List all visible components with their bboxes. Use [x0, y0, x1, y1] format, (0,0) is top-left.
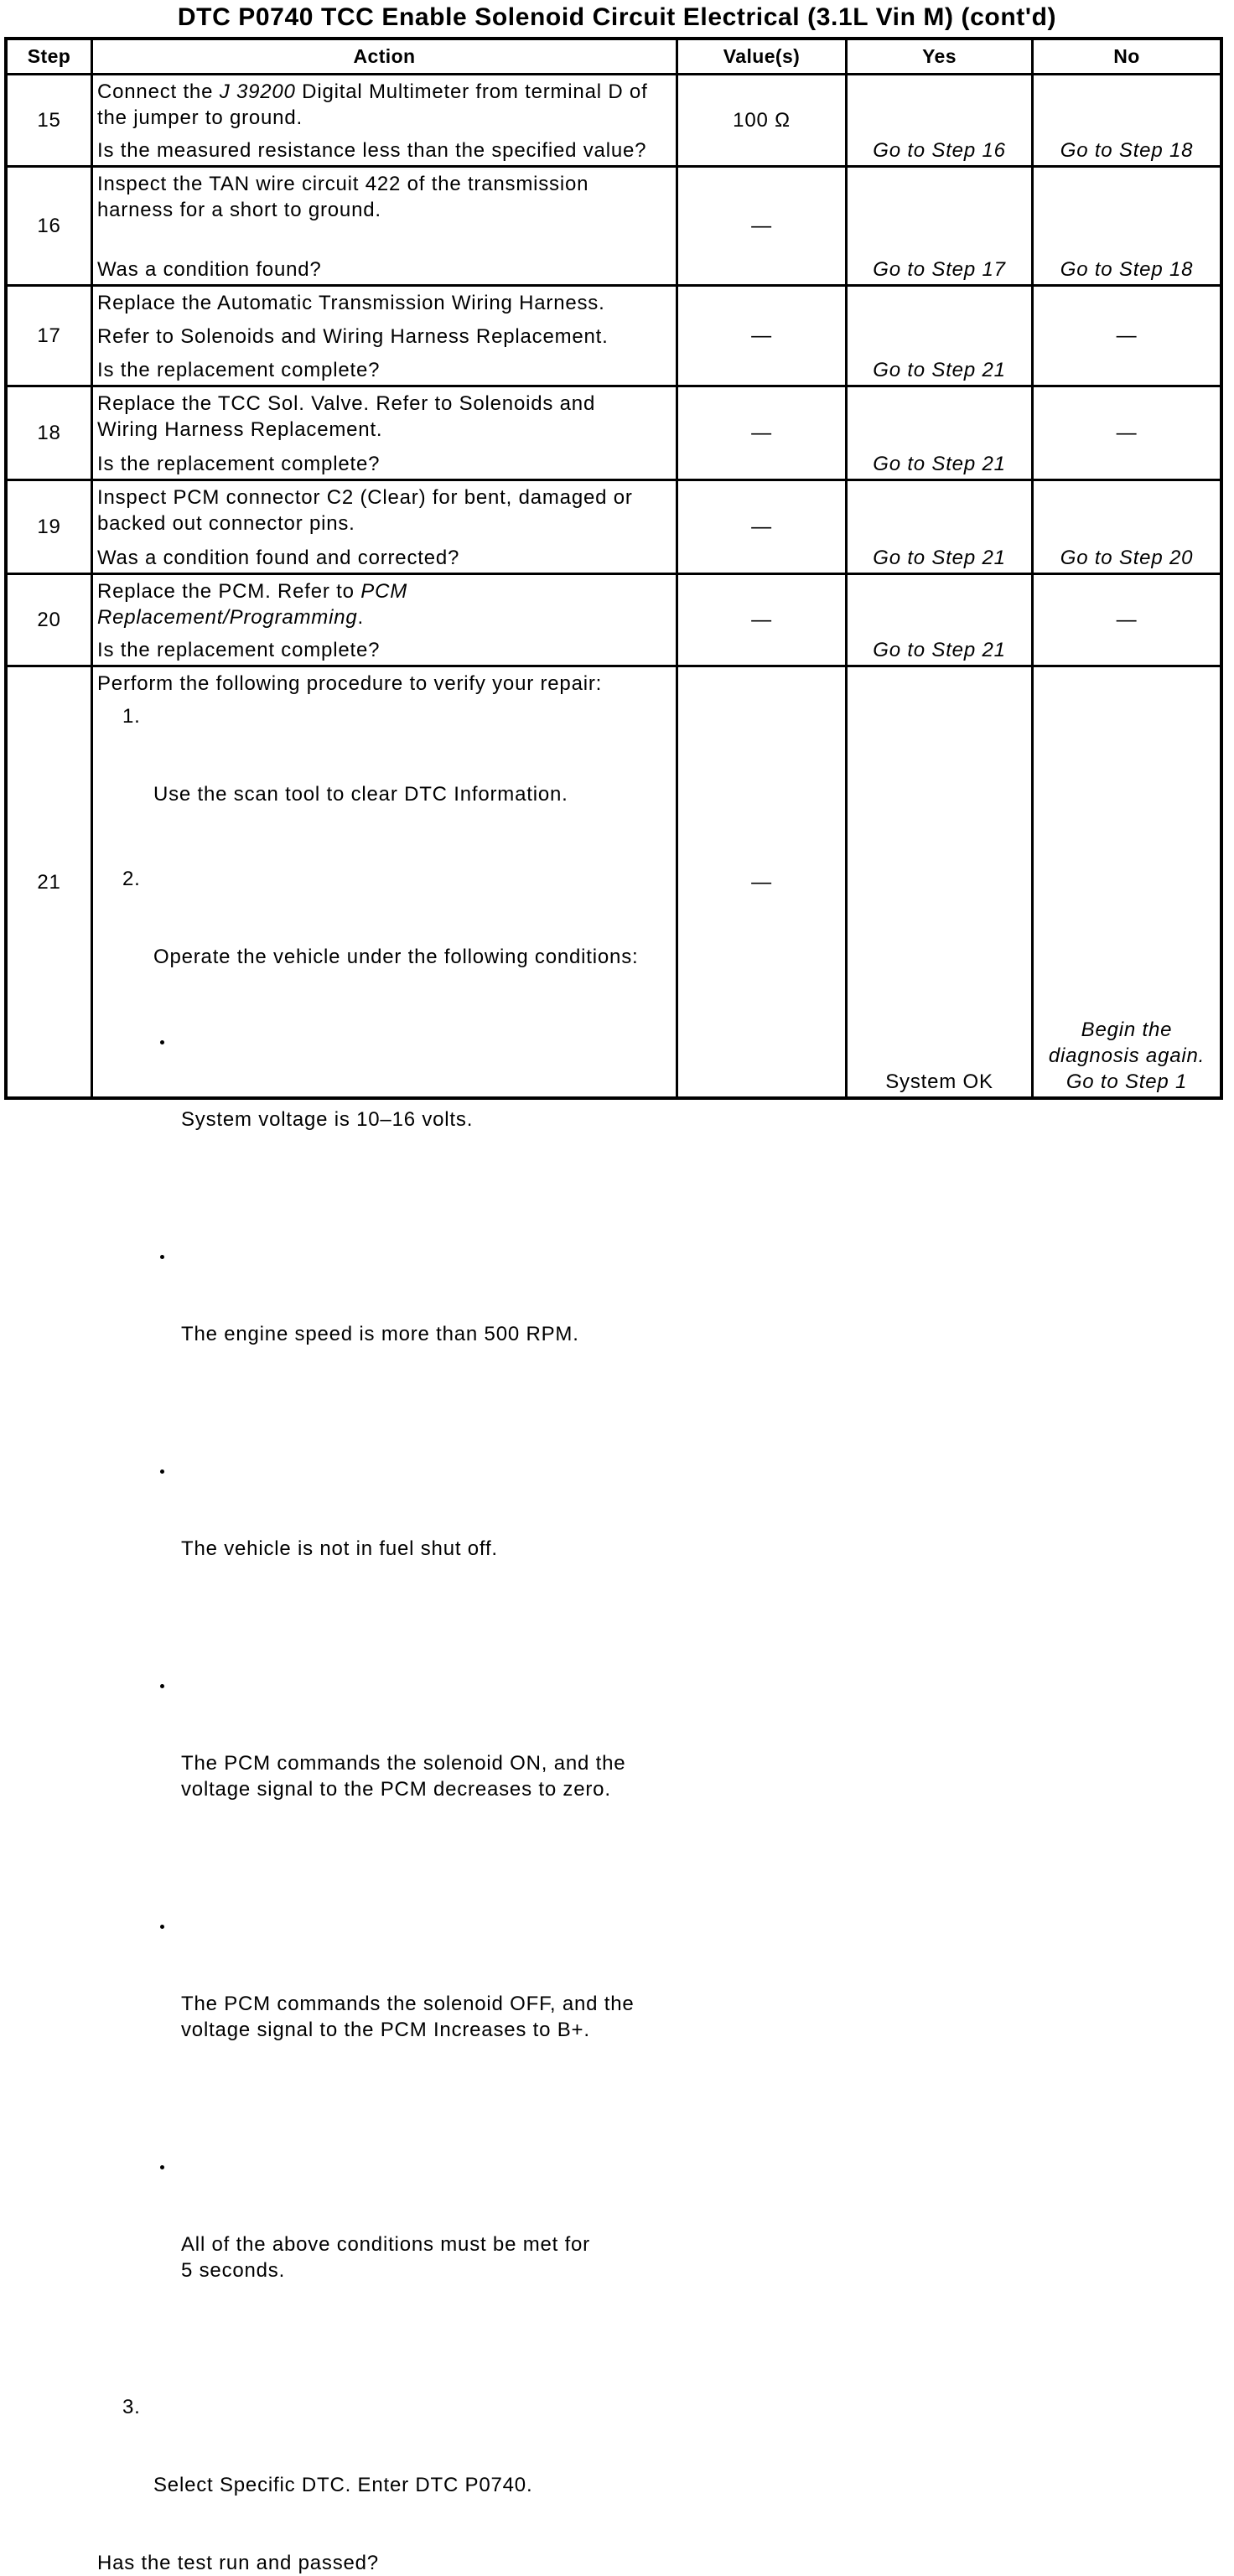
condition-text: System voltage is 10–16 volts. [181, 1108, 474, 1131]
step-20-instruction [97, 578, 672, 630]
step-20-action [93, 575, 678, 667]
bullet-icon [160, 2165, 164, 2169]
substep-number: 3. [122, 2396, 141, 2418]
header-no: No [1034, 40, 1223, 75]
condition-item [153, 1672, 672, 1854]
condition-text: The PCM commands the solenoid ON, and the voltage signal to the PCM decreases to zero. [181, 1752, 626, 1801]
diagnostic-procedure-table [4, 37, 1223, 2574]
step-20-no: — [1034, 575, 1223, 667]
condition-text: The vehicle is not in fuel shut off. [181, 1537, 498, 1560]
step-21-substep-1 [97, 703, 672, 859]
step-20-yes: Go to Step 21 [848, 575, 1034, 667]
bullet-icon [160, 1684, 164, 1688]
substep-number: 1. [122, 705, 141, 728]
condition-item [153, 2154, 672, 2335]
step-18-no: — [1034, 387, 1223, 481]
step-17-yes: Go to Step 21 [848, 287, 1034, 387]
step-20-instruction-text-end: . [357, 606, 364, 629]
condition-text: The PCM commands the solenoid OFF, and the voltage signal to the PCM Increases to B+. [181, 1993, 635, 2041]
header-action: Action [93, 40, 678, 75]
bullet-icon [160, 1040, 164, 1044]
condition-item [153, 1913, 672, 2095]
step-21-question: Has the test run and passed? [97, 2552, 379, 2574]
step-21-no: Begin the diagnosis again. Go to Step 1 [1034, 667, 1223, 1100]
step-20-number: 20 [8, 575, 93, 667]
step-17-no: — [1034, 287, 1223, 387]
step-15-no: Go to Step 18 [1034, 75, 1223, 168]
step-16-question: Was a condition found? [97, 258, 322, 281]
condition-text: The engine speed is more than 500 RPM. [181, 1323, 579, 1345]
step-18-yes: Go to Step 21 [848, 387, 1034, 481]
step-18-action [93, 387, 678, 481]
step-19-instruction: Inspect PCM connector C2 (Clear) for bent, damaged or backed out connector pins. [97, 486, 633, 535]
step-21-substep-3 [97, 2394, 672, 2550]
substep-text: Select Specific DTC. Enter DTC P0740. [153, 2474, 533, 2496]
document-title: DTC P0740 TCC Enable Solenoid Circuit Electrical (3.1L Vin M) (cont'd) [177, 3, 1057, 31]
step-16-yes: Go to Step 17 [848, 168, 1034, 287]
step-18-number: 18 [8, 387, 93, 481]
step-15-instruction [97, 79, 672, 131]
step-21-yes: System OK [848, 667, 1034, 1100]
step-15-number: 15 [8, 75, 93, 168]
step-19-no: Go to Step 20 [1034, 481, 1223, 575]
header-step: Step [8, 40, 93, 75]
step-19-value: — [678, 481, 848, 575]
substep-text: Use the scan tool to clear DTC Information. [153, 783, 568, 806]
bullet-icon [160, 1255, 164, 1259]
step-20-procedure-reference: PCM Replacement/Programming [97, 580, 407, 629]
condition-text: All of the above conditions must be met for 5 seconds. [181, 2233, 590, 2282]
condition-item [153, 1458, 672, 1614]
step-15-instruction-text-end: Digital Multimeter from terminal D of the jumper to ground. [97, 80, 648, 129]
step-15-instruction-text: Connect the [97, 80, 220, 103]
step-17-reference: Refer to Solenoids and Wiring Harness Replacement. [97, 325, 609, 348]
step-20-value: — [678, 575, 848, 667]
substep-number: 2. [122, 868, 141, 890]
step-15-yes: Go to Step 16 [848, 75, 1034, 168]
step-15-question: Is the measured resistance less than the specified value? [97, 139, 647, 162]
step-15-action [93, 75, 678, 168]
step-18-value: — [678, 387, 848, 481]
step-16-number: 16 [8, 168, 93, 287]
step-21-action [93, 667, 678, 2574]
step-19-action [93, 481, 678, 575]
step-17-question: Is the replacement complete? [97, 359, 381, 381]
condition-item [153, 1029, 672, 1184]
bullet-icon [160, 1469, 164, 1474]
step-19-number: 19 [8, 481, 93, 575]
step-17-value: — [678, 287, 848, 387]
substep-text: Operate the vehicle under the following conditions: [153, 946, 639, 968]
step-21-value: — [678, 667, 848, 1100]
step-17-instruction: Replace the Automatic Transmission Wiring Harness. [97, 292, 605, 314]
bullet-icon [160, 1925, 164, 1929]
step-15-value: 100 Ω [678, 75, 848, 168]
header-values: Value(s) [678, 40, 848, 75]
step-19-question: Was a condition found and corrected? [97, 547, 460, 569]
step-21-intro: Perform the following procedure to verify your repair: [97, 672, 603, 695]
step-21-substep-2 [97, 866, 672, 2387]
step-18-question: Is the replacement complete? [97, 453, 381, 475]
step-16-action [93, 168, 678, 287]
condition-item [153, 1243, 672, 1399]
step-17-action [93, 287, 678, 387]
step-17-number: 17 [8, 287, 93, 387]
step-19-yes: Go to Step 21 [848, 481, 1034, 575]
header-yes: Yes [848, 40, 1034, 75]
step-21-number: 21 [8, 667, 93, 1100]
step-16-no: Go to Step 18 [1034, 168, 1223, 287]
step-20-instruction-text: Replace the PCM. Refer to [97, 580, 361, 603]
step-16-instruction: Inspect the TAN wire circuit 422 of the transmission harness for a short to ground. [97, 173, 589, 221]
step-20-question: Is the replacement complete? [97, 639, 381, 661]
step-16-value: — [678, 168, 848, 287]
step-18-instruction: Replace the TCC Sol. Valve. Refer to Solenoids and Wiring Harness Replacement. [97, 392, 596, 441]
step-15-tool-reference: J 39200 [219, 80, 296, 103]
